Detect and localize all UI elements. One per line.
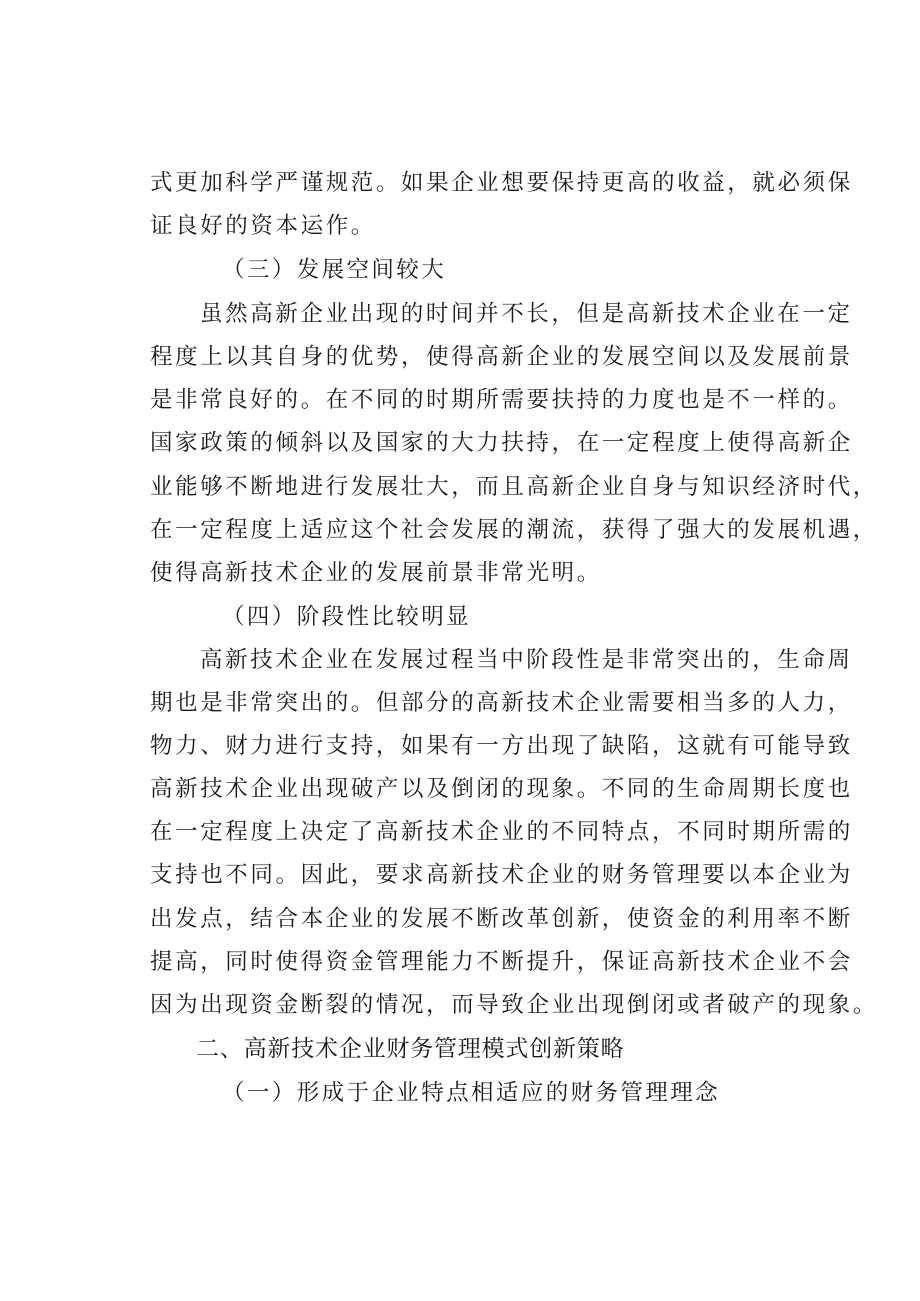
paragraph-line: 高新技术企业在发展过程当中阶段性是非常突出的，生命周	[200, 647, 853, 673]
paragraph-line: 在一定程度上决定了高新技术企业的不同特点，不同时期所需的	[150, 819, 853, 845]
paragraph-line: 出发点，结合本企业的发展不断改革创新，使资金的利用率不断	[150, 906, 853, 932]
paragraph-line: 使得高新技术企业的发展前景非常光明。	[150, 560, 602, 586]
paragraph-line: 高新技术企业出现破产以及倒闭的现象。不同的生命周期长度也	[150, 776, 853, 802]
paragraph-line: 虽然高新企业出现的时间并不长，但是高新技术企业在一定	[200, 301, 853, 327]
section-subheading-4: （四）阶段性比较明显	[222, 604, 472, 630]
paragraph-line: 业能够不断地进行发展壮大，而且高新企业自身与知识经济时代，	[150, 474, 878, 500]
paragraph-line: 期也是非常突出的。但部分的高新技术企业需要相当多的人力，	[150, 690, 853, 716]
section-subheading-3: （三）发展空间较大	[222, 257, 447, 283]
paragraph-line: 程度上以其自身的优势，使得高新企业的发展空间以及发展前景	[150, 344, 853, 370]
section-subheading-1: （一）形成于企业特点相适应的财务管理理念	[222, 1080, 721, 1106]
paragraph-line: 是非常良好的。在不同的时期所需要扶持的力度也是不一样的。	[150, 387, 853, 413]
paragraph-line: 因为出现资金断裂的情况，而导致企业出现倒闭或者破产的现象。	[150, 992, 878, 1018]
section-heading-2: 二、高新技术企业财务管理模式创新策略	[196, 1036, 625, 1062]
paragraph-line: 国家政策的倾斜以及国家的大力扶持，在一定程度上使得高新企	[150, 430, 853, 456]
paragraph-line: 证良好的资本运作。	[150, 213, 376, 239]
paragraph-line: 支持也不同。因此，要求高新技术企业的财务管理要以本企业为	[150, 862, 853, 888]
paragraph-line: 式更加科学严谨规范。如果企业想要保持更高的收益，就必须保	[150, 170, 853, 196]
paragraph-line: 物力、财力进行支持，如果有一方出现了缺陷，这就有可能导致	[150, 733, 853, 759]
paragraph-line: 提高，同时使得资金管理能力不断提升，保证高新技术企业不会	[150, 949, 853, 975]
paragraph-line: 在一定程度上适应这个社会发展的潮流，获得了强大的发展机遇，	[150, 517, 878, 543]
